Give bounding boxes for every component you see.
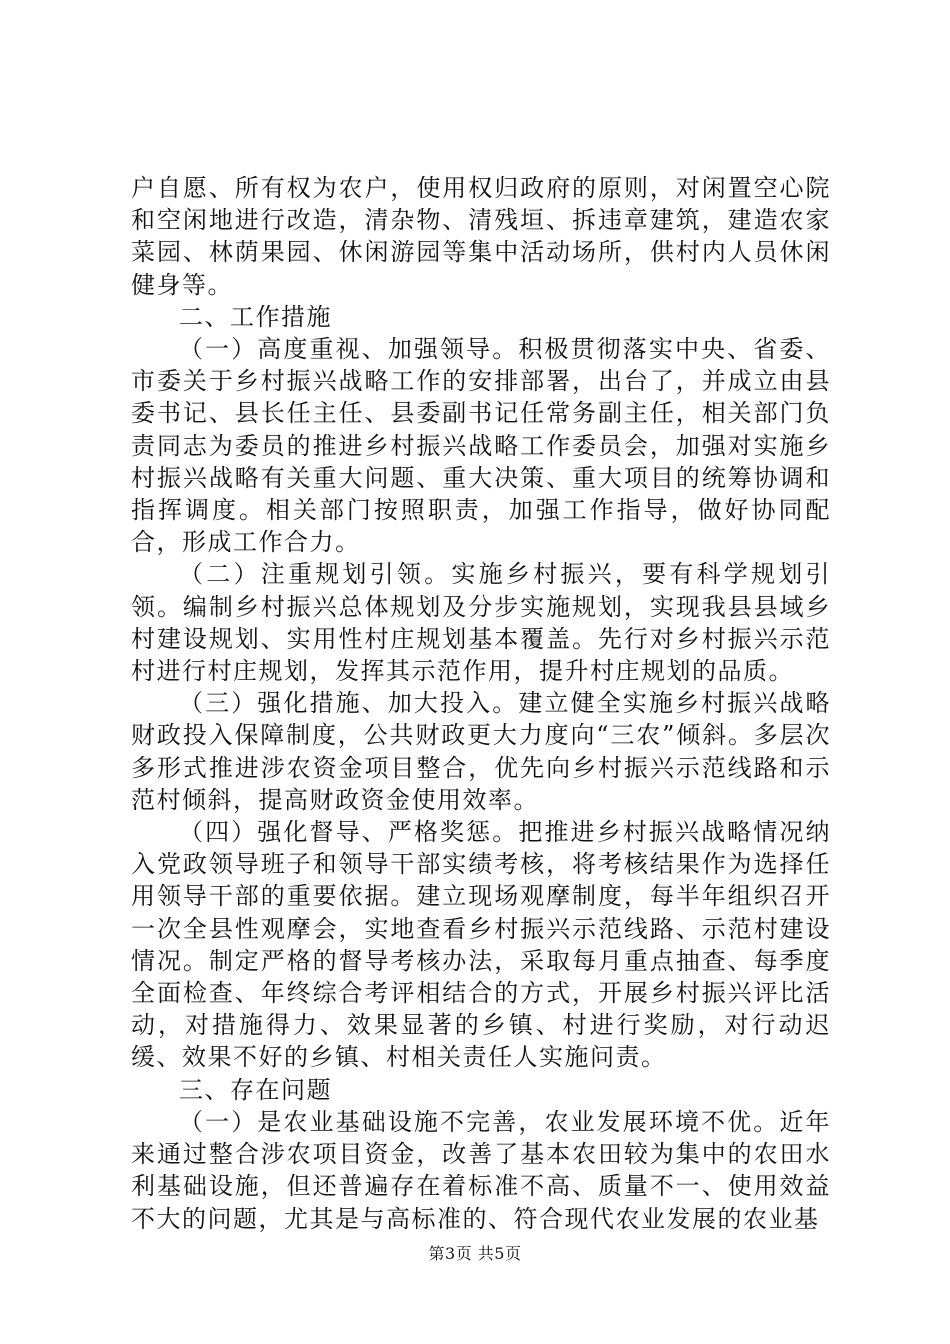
paragraph-continuation: 户自愿、所有权为农户，使用权归政府的原则，对闲置空心院和空闲地进行改造，清杂物、清残垣、拆违章建筑，建造农家菜园、林荫果园、休闲游园等集中活动场所，供村内人员休闲健身等。	[131, 174, 831, 299]
paragraph-measure-4: （四）强化督导、严格奖惩。把推进乡村振兴战略情况纳入党政领导班子和领导干部实绩考核，将考核结果作为选择任用领导干部的重要依据。建立现场观摩制度，每半年组织召开一次全县性观摩会，实地查看乡村振兴示范线路、示范村建设情况。制定严格的督导考核办法，采取每月重点抽查、每季度全面检查、年终综合考评相结合的方式，开展乡村振兴评比活动，对措施得力、效果显著的乡镇、村进行奖励，对行动迟缓、效果不好的乡镇、村相关责任人实施问责。	[131, 818, 831, 1072]
paragraph-problem-1: （一）是农业基础设施不完善，农业发展环境不优。近年来通过整合涉农项目资金，改善了基本农田较为集中的农田水利基础设施，但还普遍存在着标准不高、质量不一、使用效益不大的问题，尤其是与高标准的、符合现代农业发展的农业基	[131, 1107, 831, 1233]
page-number-footer: 第3页 共5页	[428, 1244, 522, 1263]
section-heading-work-measures: 二、工作措施	[179, 302, 332, 331]
section-heading-problems: 三、存在问题	[179, 1075, 332, 1104]
paragraph-measure-1: （一）高度重视、加强领导。积极贯彻落实中央、省委、市委关于乡村振兴战略工作的安排部署，出台了，并成立由县委书记、县长任主任、县委副书记任常务副主任，相关部门负责同志为委员的推进乡村振兴战略工作委员会，加强对实施乡村振兴战略有关重大问题、重大决策、重大项目的统筹协调和指挥调度。相关部门按照职责，加强工作指导，做好协同配合，形成工作合力。	[131, 335, 831, 557]
document-body	[131, 172, 831, 1235]
paragraph-measure-3: （三）强化措施、加大投入。建立健全实施乡村振兴战略财政投入保障制度，公共财政更大力度向“三农”倾斜。多层次多形式推进涉农资金项目整合，优先向乡村振兴示范线路和示范村倾斜，提高财政资金使用效率。	[131, 689, 831, 814]
paragraph-measure-2: （二）注重规划引领。实施乡村振兴，要有科学规划引领。编制乡村振兴总体规划及分步实施规划，实现我县县域乡村建设规划、实用性村庄规划基本覆盖。先行对乡村振兴示范村进行村庄规划，发挥其示范作用，提升村庄规划的品质。	[131, 560, 831, 686]
